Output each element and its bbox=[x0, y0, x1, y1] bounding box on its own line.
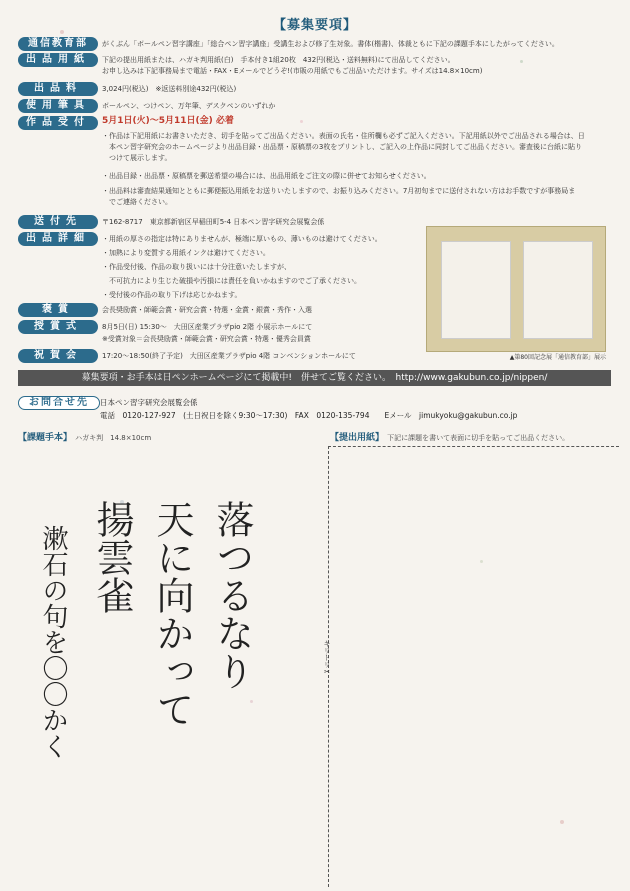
submit-title: 【提出用紙】 bbox=[330, 433, 385, 443]
row-label: 送付先 bbox=[18, 215, 98, 229]
model-header bbox=[18, 430, 151, 443]
cut-line-label: キリトリ✂ bbox=[323, 640, 331, 676]
contact-label: お問合せ先 bbox=[18, 396, 100, 410]
poem-line-1: 落つるなり bbox=[210, 500, 254, 690]
detail-line: ・受付後の作品の取り下げは応じかねます。 bbox=[102, 291, 242, 299]
row-text: ボールペン、つけペン、万年筆、デスクペンのいずれか bbox=[102, 102, 276, 110]
row-label: 授賞式 bbox=[18, 320, 98, 334]
note-line: でご連絡ください。 bbox=[102, 198, 172, 206]
contact-line: 電話 0120-127-927 (土日祝日を除く9:30～17:30) FAX 0120-135-794 Eメール jimukyoku@gakubun.co.jp bbox=[100, 411, 518, 420]
website-banner: 募集要項・お手本は日ペンホームページにて掲載中! 併せてご覧ください。 http://www.gakubun.co.jp/nippen/ bbox=[18, 370, 611, 386]
row-label: 褒賞 bbox=[18, 303, 98, 317]
reception-dates: 5月1日(火)～5月11日(金) 必着 bbox=[102, 116, 234, 126]
row-label: 使用筆具 bbox=[18, 99, 98, 113]
row-label: 出品詳細 bbox=[18, 232, 98, 246]
exhibition-photo bbox=[426, 226, 606, 352]
page-title: 【募集要項】 bbox=[272, 18, 357, 33]
photo-card bbox=[523, 241, 593, 339]
note-line: 本ペン習字研究会のホームページより出品目録・出品票・原稿票の3枚をプリントし、ご記入の上作品に同封してご出品ください。審査後に台紙に貼り bbox=[102, 143, 583, 151]
row-label: 出品料 bbox=[18, 82, 98, 96]
row-label: 祝賀会 bbox=[18, 349, 98, 363]
row-text: 会長奨励賞・師範会賞・研究会賞・特選・金賞・銀賞・秀作・入選 bbox=[102, 306, 312, 314]
row-text: 〒162-8717 東京都新宿区早稲田町5-4 日本ペン習字研究会展覧会係 bbox=[102, 218, 325, 226]
row-text: 17:20～18:50(終了予定) 大田区産業プラザpio 4階 コンベンションホールにて bbox=[102, 352, 356, 360]
note-line: ・出品料は審査結果通知とともに郵便振込用紙をお送りいたしますので、お振り込みください。7月初旬までに送付されない方はお手数ですが事務局ま bbox=[102, 187, 576, 195]
poem-signature: 漱石の句を〇〇かく bbox=[38, 525, 68, 759]
poem-line-3: 揚雲雀 bbox=[90, 500, 134, 614]
row-text: 下記の提出用紙または、ハガキ判用紙(白) 手本付き1組20枚 432円(税込・送料無料)にて出品してください。 bbox=[102, 56, 455, 64]
poem-line-2: 天に向かって bbox=[150, 500, 194, 728]
note-line: つけて展示します。 bbox=[102, 154, 172, 162]
note-line: ・作品は下記用紙にお書きいただき、切手を貼ってご出品ください。表面の氏名・住所欄も必ずご記入ください。下記用紙以外でご出品される場合は、日 bbox=[102, 132, 585, 140]
model-title: 【課題手本】 bbox=[18, 433, 73, 443]
detail-line: ・作品受付後、作品の取り扱いには十分注意いたしますが、 bbox=[102, 263, 291, 271]
row-text: がくぶん「ボールペン習字講座」「総合ペン習字講座」受講生および修了生対象。書体(楷書)、体裁ともに下記の課題手本にしたがってください。 bbox=[102, 40, 559, 48]
row-text: 3,024円(税込) ※返送料別途432円(税込) bbox=[102, 85, 237, 93]
photo-card bbox=[441, 241, 511, 339]
detail-line: ・用紙の厚さの指定は特にありませんが、極端に厚いもの、薄いものは避けてください。 bbox=[102, 235, 382, 243]
photo-caption: ▲第80回記念展「通信教育部」展示 bbox=[509, 354, 606, 361]
submission-area bbox=[328, 446, 619, 887]
row-label: 通信教育部 bbox=[18, 37, 98, 51]
detail-line: 不可抗力により生じた破損や汚損には責任を負いかねますのでご了承ください。 bbox=[102, 277, 361, 285]
row-label: 出品用紙 bbox=[18, 53, 98, 67]
row-label: 作品受付 bbox=[18, 116, 98, 130]
contact-org: 日本ペン習字研究会展覧会係 bbox=[100, 398, 198, 407]
row-text: ※受賞対象＝会長奨励賞・師範会賞・研究会賞・特選・優秀会員賞 bbox=[102, 335, 311, 343]
row-text: 8月5日(日) 15:30～ 大田区産業プラザpio 2階 小展示ホールにて bbox=[102, 323, 313, 331]
row-text: お申し込みは下記事務局まで電話・FAX・Eメールでどうぞ!(市販の用紙でもご出品いただけます。サイズは14.8×10cm) bbox=[102, 67, 483, 75]
note-line: ・出品目録・出品票・原稿票を郵送希望の場合には、出品用紙をご注文の際に併せてお知らせください。 bbox=[102, 172, 431, 180]
submit-instruction: 下記に課題を書いて表面に切手を貼ってご出品ください。 bbox=[387, 434, 570, 442]
model-size: ハガキ判 14.8×10cm bbox=[75, 434, 152, 442]
submit-header bbox=[330, 430, 569, 443]
detail-line: ・加熱により変質する用紙インクは避けてください。 bbox=[102, 249, 270, 257]
